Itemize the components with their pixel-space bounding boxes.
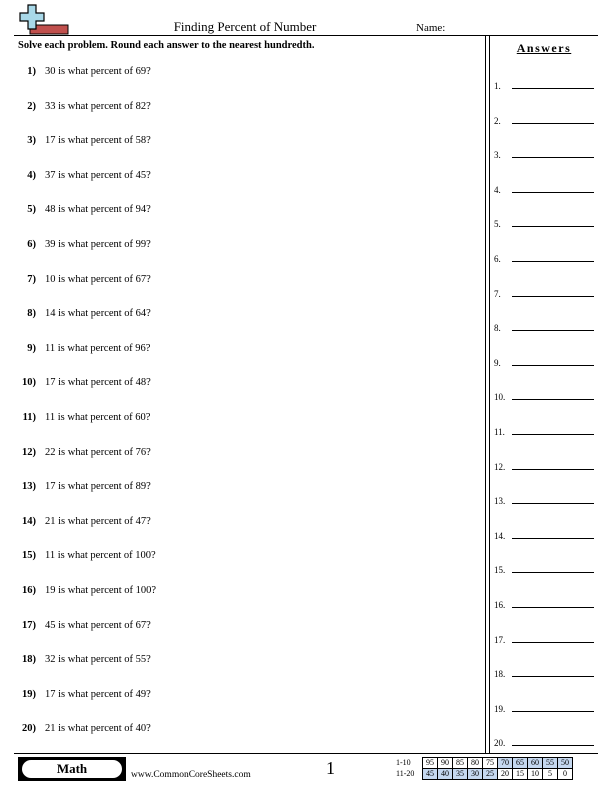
score-key-row-label: 11-20 bbox=[396, 769, 415, 778]
problem-item bbox=[14, 620, 474, 636]
instructions: Solve each problem. Round each answer to the nearest hundredth. bbox=[18, 40, 315, 51]
problem-number: 9) bbox=[27, 342, 36, 354]
score-key-cell: 50 bbox=[558, 758, 573, 769]
problem-text: 17 is what percent of 58? bbox=[45, 135, 151, 147]
score-key-cell: 85 bbox=[453, 758, 468, 769]
answer-number: 3. bbox=[494, 150, 501, 161]
problem-text: 19 is what percent of 100? bbox=[45, 585, 157, 596]
score-key-table bbox=[396, 757, 573, 780]
score-key-cell: 45 bbox=[423, 769, 438, 780]
problem-number: 3) bbox=[27, 135, 36, 147]
problem-number: 20) bbox=[22, 723, 36, 735]
answer-blank[interactable] bbox=[494, 213, 594, 230]
score-key-cell: 80 bbox=[468, 758, 483, 769]
answer-number: 15. bbox=[494, 565, 506, 576]
problem-number: 6) bbox=[27, 239, 36, 250]
problem-number: 7) bbox=[27, 273, 36, 285]
answer-line bbox=[512, 676, 594, 677]
problem-number: 17) bbox=[22, 619, 36, 631]
answer-number: 1. bbox=[494, 81, 501, 91]
subject-badge bbox=[18, 757, 126, 781]
answer-number: 9. bbox=[494, 357, 501, 368]
answer-number: 5. bbox=[494, 219, 501, 230]
score-key-cell: 25 bbox=[483, 769, 498, 780]
answer-number: 11. bbox=[494, 427, 505, 437]
answers-header: Answers bbox=[516, 41, 572, 55]
answer-blank[interactable] bbox=[494, 421, 594, 435]
problem-item bbox=[14, 654, 474, 670]
problem-item bbox=[14, 239, 474, 255]
answer-line bbox=[512, 157, 594, 158]
problem-number: 4) bbox=[27, 169, 36, 181]
answer-blank[interactable] bbox=[494, 110, 594, 124]
problem-text: 10 is what percent of 67? bbox=[45, 273, 151, 285]
answer-blank[interactable] bbox=[494, 144, 594, 161]
answer-line bbox=[512, 192, 594, 193]
answer-number: 7. bbox=[494, 288, 501, 299]
problem-number: 15) bbox=[22, 550, 36, 562]
answer-blank[interactable] bbox=[494, 352, 594, 366]
answer-line bbox=[512, 434, 594, 435]
answer-blank[interactable] bbox=[494, 559, 594, 576]
answer-line bbox=[512, 711, 594, 712]
problem-number: 5) bbox=[27, 204, 36, 216]
problem-text: 14 is what percent of 64? bbox=[45, 308, 151, 320]
score-key-cell: 30 bbox=[468, 769, 483, 780]
answer-blank[interactable] bbox=[494, 386, 594, 403]
answer-blank[interactable] bbox=[494, 456, 594, 470]
answer-blank[interactable] bbox=[494, 525, 594, 539]
answer-number: 16. bbox=[494, 600, 506, 610]
problem-text: 22 is what percent of 76? bbox=[45, 446, 151, 458]
answer-line bbox=[512, 469, 594, 470]
problem-number: 12) bbox=[22, 446, 36, 458]
problem-text: 32 is what percent of 55? bbox=[45, 654, 151, 666]
problem-number: 10) bbox=[22, 377, 36, 389]
answer-line bbox=[512, 642, 594, 643]
answer-number: 2. bbox=[494, 115, 501, 126]
problem-item bbox=[14, 101, 474, 117]
problem-item bbox=[14, 204, 474, 220]
answer-line bbox=[512, 123, 594, 124]
problem-item bbox=[14, 516, 474, 532]
problem-item bbox=[14, 377, 474, 393]
problem-text: 11 is what percent of 100? bbox=[45, 550, 156, 562]
answer-blank[interactable] bbox=[494, 317, 594, 334]
answer-line bbox=[512, 745, 594, 746]
answer-number: 20. bbox=[494, 738, 506, 749]
problem-number: 2) bbox=[27, 100, 36, 112]
answer-line bbox=[512, 330, 594, 331]
answer-line bbox=[512, 296, 594, 297]
answer-number: 19. bbox=[494, 703, 506, 714]
answer-blank[interactable] bbox=[494, 698, 594, 712]
answer-number: 14. bbox=[494, 530, 506, 541]
problem-number: 11) bbox=[22, 412, 36, 423]
problem-text: 11 is what percent of 96? bbox=[45, 342, 151, 354]
problem-item bbox=[14, 723, 474, 739]
problem-text: 11 is what percent of 60? bbox=[45, 412, 151, 423]
problem-text: 33 is what percent of 82? bbox=[45, 100, 151, 112]
answer-number: 6. bbox=[494, 254, 501, 264]
page-number: 1 bbox=[326, 758, 335, 778]
answer-line bbox=[512, 607, 594, 608]
answer-column-divider-right bbox=[489, 36, 490, 753]
answer-number: 18. bbox=[494, 669, 506, 680]
website-link[interactable]: www.CommonCoreSheets.com bbox=[131, 770, 251, 780]
score-key-cell: 90 bbox=[438, 758, 453, 769]
score-key-cell: 95 bbox=[423, 758, 438, 769]
score-key-cell: 20 bbox=[498, 769, 513, 780]
score-key-cell: 55 bbox=[543, 758, 558, 769]
problem-text: 21 is what percent of 40? bbox=[45, 723, 151, 735]
score-key-cell: 40 bbox=[438, 769, 453, 780]
score-key-row bbox=[396, 758, 573, 769]
problem-text: 48 is what percent of 94? bbox=[45, 204, 151, 216]
problem-text: 21 is what percent of 47? bbox=[45, 515, 151, 527]
bottom-divider bbox=[14, 753, 598, 754]
answer-blank[interactable] bbox=[494, 75, 594, 89]
problem-number: 1) bbox=[27, 66, 36, 77]
problem-item bbox=[14, 274, 474, 290]
score-key-cell: 10 bbox=[528, 769, 543, 780]
answer-blank[interactable] bbox=[494, 629, 594, 643]
answer-number: 12. bbox=[494, 461, 506, 472]
problem-number: 19) bbox=[22, 688, 36, 700]
problem-text: 17 is what percent of 49? bbox=[45, 688, 151, 700]
answer-column-divider-left bbox=[485, 36, 486, 753]
score-key-cell: 60 bbox=[528, 758, 543, 769]
score-key-cell: 5 bbox=[543, 769, 558, 780]
answer-blank[interactable] bbox=[494, 283, 594, 297]
answer-line bbox=[512, 226, 594, 227]
answer-blank[interactable] bbox=[494, 732, 594, 749]
answer-blank[interactable] bbox=[494, 179, 594, 193]
score-key-cell: 15 bbox=[513, 769, 528, 780]
score-key-cell: 75 bbox=[483, 758, 498, 769]
problem-item bbox=[14, 447, 474, 463]
answer-blank[interactable] bbox=[494, 490, 594, 507]
answer-line bbox=[512, 503, 594, 504]
answer-line bbox=[512, 365, 594, 366]
answer-line bbox=[512, 538, 594, 539]
problem-item bbox=[14, 412, 474, 428]
score-key-row bbox=[396, 769, 573, 780]
answer-line bbox=[512, 261, 594, 262]
answer-number: 13. bbox=[494, 496, 506, 507]
worksheet-title: Finding Percent of Number bbox=[173, 19, 317, 34]
problem-number: 16) bbox=[22, 585, 36, 596]
problem-item bbox=[14, 170, 474, 186]
problem-text: 17 is what percent of 89? bbox=[45, 481, 151, 493]
problem-text: 17 is what percent of 48? bbox=[45, 377, 151, 389]
top-divider bbox=[14, 35, 598, 36]
answer-blank[interactable] bbox=[494, 594, 594, 608]
plus-logo-icon bbox=[16, 4, 70, 36]
problem-number: 18) bbox=[22, 654, 36, 666]
problem-text: 39 is what percent of 99? bbox=[45, 239, 151, 250]
problem-item bbox=[14, 343, 474, 359]
answer-number: 4. bbox=[494, 184, 501, 195]
problem-text: 45 is what percent of 67? bbox=[45, 619, 151, 631]
problem-text: 30 is what percent of 69? bbox=[45, 66, 151, 77]
problem-item bbox=[14, 135, 474, 151]
answer-number: 8. bbox=[494, 323, 501, 334]
problem-number: 13) bbox=[22, 481, 36, 493]
problem-number: 14) bbox=[22, 515, 36, 527]
problem-item bbox=[14, 66, 474, 82]
name-label: Name: bbox=[416, 22, 446, 34]
answer-number: 17. bbox=[494, 634, 506, 645]
problem-text: 37 is what percent of 45? bbox=[45, 169, 151, 181]
problem-item bbox=[14, 550, 474, 566]
answer-blank[interactable] bbox=[494, 248, 594, 262]
score-key-cell: 0 bbox=[558, 769, 573, 780]
problem-item bbox=[14, 585, 474, 601]
problem-item bbox=[14, 308, 474, 324]
score-key-cell: 35 bbox=[453, 769, 468, 780]
subject-badge-label: Math bbox=[22, 760, 122, 778]
problem-item bbox=[14, 689, 474, 705]
score-key-row-label: 1-10 bbox=[396, 758, 411, 767]
score-key-cell: 65 bbox=[513, 758, 528, 769]
problem-item bbox=[14, 481, 474, 497]
answer-blank[interactable] bbox=[494, 663, 594, 680]
score-key-cell: 70 bbox=[498, 758, 513, 769]
answer-line bbox=[512, 88, 594, 89]
problem-number: 8) bbox=[27, 308, 36, 320]
answer-number: 10. bbox=[494, 392, 506, 403]
answer-line bbox=[512, 572, 594, 573]
answer-line bbox=[512, 399, 594, 400]
